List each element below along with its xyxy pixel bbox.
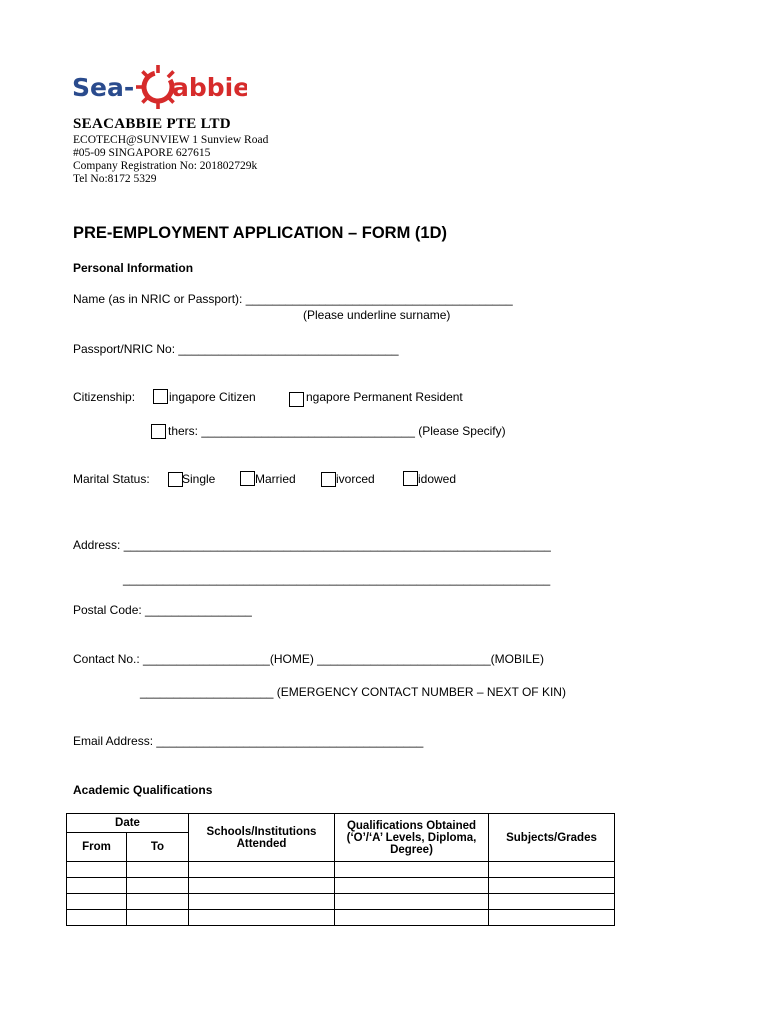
table-cell[interactable] — [189, 878, 335, 894]
emergency-contact-field[interactable]: ____________________ (EMERGENCY CONTACT NUMBER – NEXT OF KIN) — [140, 685, 566, 699]
married-checkbox[interactable] — [240, 471, 255, 486]
others-checkbox[interactable] — [151, 424, 166, 439]
table-cell[interactable] — [489, 894, 615, 910]
others-field[interactable]: thers: ________________________________ (Please Specify) — [168, 424, 506, 438]
personal-info-heading: Personal Information — [73, 261, 194, 275]
table-cell[interactable] — [489, 878, 615, 894]
table-row — [67, 910, 615, 926]
permanent-resident-label: ngapore Permanent Resident — [306, 390, 463, 404]
divorced-checkbox[interactable] — [321, 472, 336, 487]
married-label: Married — [255, 472, 296, 486]
form-title: PRE-EMPLOYMENT APPLICATION – FORM (1D) — [73, 224, 448, 242]
table-cell[interactable] — [67, 862, 127, 878]
company-logo — [72, 60, 247, 116]
address-field[interactable]: Address: ________________________________________________________________ — [73, 538, 551, 552]
email-field[interactable]: Email Address: ________________________________________ — [73, 734, 424, 748]
schools-header: Schools/Institutions Attended — [189, 814, 335, 862]
table-row — [67, 894, 615, 910]
table-cell[interactable] — [335, 878, 489, 894]
to-header: To — [127, 833, 189, 862]
logo-text-right: abbie — [172, 73, 247, 102]
table-cell[interactable] — [189, 910, 335, 926]
table-cell[interactable] — [489, 862, 615, 878]
logo-text-left: Sea- — [72, 73, 135, 102]
table-cell[interactable] — [67, 910, 127, 926]
date-header: Date — [67, 814, 189, 833]
single-label: Single — [182, 472, 216, 486]
academic-qualifications-table — [66, 813, 615, 926]
table-cell[interactable] — [127, 878, 189, 894]
table-cell[interactable] — [335, 862, 489, 878]
table-row — [67, 862, 615, 878]
name-note: (Please underline surname) — [303, 308, 451, 322]
table-cell[interactable] — [189, 894, 335, 910]
name-field[interactable]: Name (as in NRIC or Passport): ________________________________________ — [73, 292, 513, 306]
table-cell[interactable] — [67, 894, 127, 910]
subjects-header: Subjects/Grades — [489, 814, 615, 862]
table-cell[interactable] — [335, 894, 489, 910]
widowed-label: idowed — [418, 472, 457, 486]
from-header: From — [67, 833, 127, 862]
permanent-resident-checkbox[interactable] — [289, 392, 304, 407]
marital-status-label: Marital Status: — [73, 472, 150, 486]
table-cell[interactable] — [335, 910, 489, 926]
company-name: SEACABBIE PTE LTD — [73, 116, 231, 132]
table-cell[interactable] — [67, 878, 127, 894]
single-checkbox[interactable] — [168, 472, 183, 487]
citizenship-label: Citizenship: — [73, 390, 136, 404]
address-line-1: ECOTECH@SUNVIEW 1 Sunview Road — [73, 134, 269, 146]
academic-heading: Academic Qualifications — [73, 783, 213, 797]
singapore-citizen-label: ingapore Citizen — [169, 390, 256, 404]
telephone-line: Tel No:8172 5329 — [73, 173, 157, 185]
divorced-label: ivorced — [336, 472, 375, 486]
passport-field[interactable]: Passport/NRIC No: _________________________________ — [73, 342, 399, 356]
table-cell[interactable] — [127, 910, 189, 926]
table-cell[interactable] — [127, 894, 189, 910]
widowed-checkbox[interactable] — [403, 471, 418, 486]
postal-code-field[interactable]: Postal Code: ________________ — [73, 603, 252, 617]
qualifications-header: Qualifications Obtained (‘O’/‘A’ Levels, Diploma, Degree) — [335, 814, 489, 862]
singapore-citizen-checkbox[interactable] — [153, 389, 168, 404]
table-cell[interactable] — [189, 862, 335, 878]
table-cell[interactable] — [127, 862, 189, 878]
table-row — [67, 878, 615, 894]
registration-line: Company Registration No: 201802729k — [73, 160, 258, 172]
contact-number-field[interactable]: Contact No.: ___________________(HOME) __________________________(MOBILE) — [73, 652, 545, 666]
table-cell[interactable] — [489, 910, 615, 926]
address-field-line-2[interactable]: ________________________________________________________________ — [123, 572, 551, 586]
address-line-2: #05-09 SINGAPORE 627615 — [73, 147, 211, 159]
ship-wheel-icon — [136, 65, 177, 109]
